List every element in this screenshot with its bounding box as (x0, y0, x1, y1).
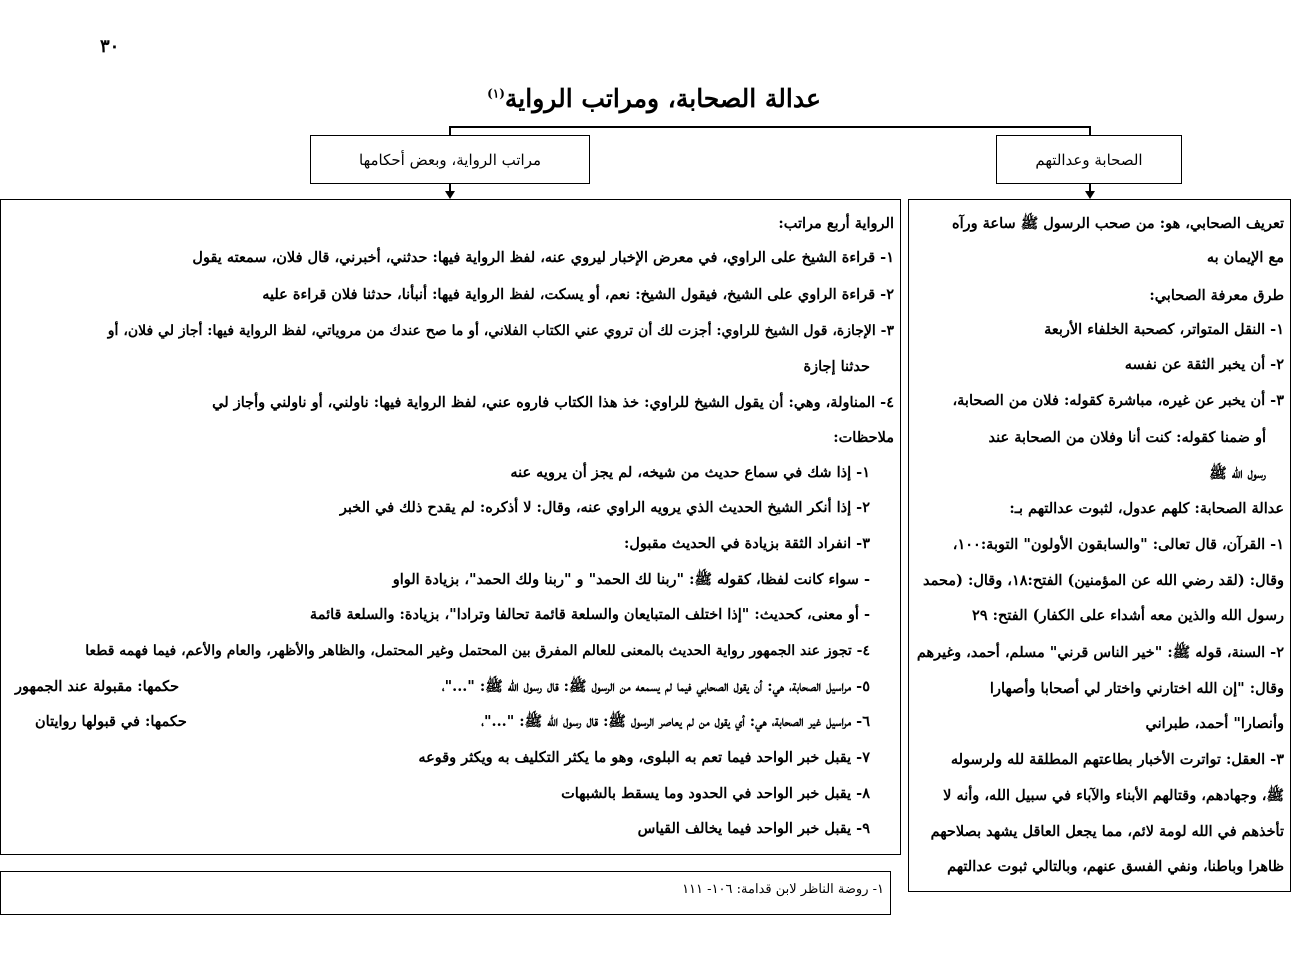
right-line: ﷺ، وجهادهم، وقتالهم الأبناء والآباء في سبيل الله، وأنه لا (943, 787, 1284, 804)
left-line: ٣- الإجازة، قول الشيخ للراوي: أجزت لك أن تروي عني الكتاب الفلاني، أو ما صح عندك من مروياتي، لفظ الرواية فيها: أجاز لي فلان، أو (107, 323, 894, 339)
right-line: مع الإيمان به (1206, 249, 1284, 266)
right-line: وقال: (لقد رضي الله عن المؤمنين) الفتح:١٨، وقال: (محمد (922, 572, 1284, 589)
sahaba-header-box: الصحابة وعدالتهم (996, 135, 1182, 184)
right-line: ٢- أن يخبر الثقة عن نفسه (1124, 356, 1284, 373)
left-line: حدثنا إجازة (803, 358, 870, 375)
title-connector-horizontal (449, 126, 1090, 128)
right-line: ٣- أن يخبر عن غيره، مباشرة كقوله: فلان من الصحابة، (952, 392, 1284, 409)
right-line: رسول الله والذين معه أشداء على الكفار) الفتح: ٢٩ (972, 607, 1284, 624)
narration-ranks-header-box: مراتب الرواية، وبعض أحكامها (310, 135, 590, 184)
footnote-text: ١- روضة الناظر لابن قدامة: ١٠٦- ١١١ (682, 882, 884, 897)
footnote-box (0, 871, 891, 915)
left-line: ٧- يقبل خبر الواحد فيما تعم به البلوى، وهو ما يكثر التكليف به ويكثر وقوعه (418, 749, 870, 766)
right-line: تأخذهم في الله لومة لائم، مما يجعل العاقل يشهد بصلاحهم (930, 823, 1284, 840)
right-line: رسول الله ﷺ (1209, 465, 1266, 482)
page-title-text: عدالة الصحابة، ومراتب الرواية (504, 84, 821, 113)
left-line: - أو معنى، كحديث: "إذا اختلف المتبايعان والسلعة قائمة تحالفا وترادا"، بزيادة: والسلعة قائمة (309, 606, 870, 623)
page-title (0, 84, 1308, 113)
right-line: تعريف الصحابي، هو: من صحب الرسول ﷺ ساعة ورآه (951, 215, 1284, 232)
left-line: ٣- انفراد الثقة بزيادة في الحديث مقبول: (623, 535, 870, 552)
right-line: ٢- السنة، قوله ﷺ: "خير الناس قرني" مسلم، أحمد، وغيرهم (916, 644, 1284, 661)
right-line: طرق معرفة الصحابي: (1149, 287, 1284, 304)
title-footnote-marker: (١) (487, 86, 505, 101)
left-line: الرواية أربع مراتب: (778, 215, 894, 232)
left-line: ٦- مراسيل غير الصحابة، هي: أي يقول من لم يعاصر الرسول ﷺ: قال رسول الله ﷺ: "..."، (481, 713, 870, 730)
right-line: وقال: "إن الله اختارني واختار لي أصحابا وأصهارا (989, 680, 1284, 697)
left-line: ٩- يقبل خبر الواحد فيما يخالف القياس (637, 820, 870, 837)
ruling-r6: حكمها: في قبولها روايتان (35, 713, 187, 730)
left-line: ١- إذا شك في سماع حديث من شيخه، لم يجز أن يرويه عنه (510, 464, 870, 481)
page-number: ٣٠ (100, 36, 120, 57)
left-arrow-icon (445, 191, 455, 199)
right-line: ٣- العقل: تواترت الأخبار بطاعتهم المطلقة لله ولرسوله (950, 751, 1284, 768)
left-line: ١- قراءة الشيخ على الراوي، في معرض الإخبار ليروي عنه، لفظ الرواية فيها: حدثني، أخبرني، قال فلان، سمعته يقول (192, 249, 894, 266)
right-arrow-icon (1085, 191, 1095, 199)
right-line: ١- النقل المتواتر، كصحبة الخلفاء الأربعة (1044, 321, 1284, 338)
left-line: ٥- مراسيل الصحابة، هي: أن يقول الصحابي فيما لم يسمعه من الرسول ﷺ: قال رسول الله ﷺ: "..."، (441, 678, 870, 695)
ruling-r5: حكمها: مقبولة عند الجمهور (15, 678, 180, 695)
left-line: ملاحظات: (833, 429, 894, 446)
left-line: - سواء كانت لفظا، كقوله ﷺ: "ربنا لك الحمد" و "ربنا ولك الحمد"، بزيادة الواو (392, 571, 870, 588)
left-line: ٤- تجوز عند الجمهور رواية الحديث بالمعنى للعالم المفرق بين المحتمل وغير المحتمل، والظاهر والأظهر، والعام والأعم، فيما فهمه قطعا (85, 643, 870, 659)
right-line: أو ضمنا كقوله: كنت أنا وفلان من الصحابة عند (988, 429, 1266, 446)
right-line: ظاهرا وباطنا، ونفي الفسق عنهم، وبالتالي ثبوت عدالتهم (947, 858, 1284, 875)
right-line: عدالة الصحابة: كلهم عدول، لثبوت عدالتهم بـ: (1009, 500, 1284, 517)
left-line: ٨- يقبل خبر الواحد في الحدود وما يسقط بالشبهات (561, 785, 870, 802)
left-line: ٢- إذا أنكر الشيخ الحديث الذي يرويه الراوي عنه، وقال: لا أذكره: لم يقدح ذلك في الخبر (339, 499, 870, 516)
right-line: وأنصارا" أحمد، طبراني (1145, 715, 1284, 732)
narration-ranks-panel (0, 199, 901, 855)
right-line: ١- القرآن، قال تعالى: "والسابقون الأولون" التوبة:١٠٠، (952, 536, 1284, 553)
left-line: ٢- قراءة الراوي على الشيخ، فيقول الشيخ: نعم، أو يسكت، لفظ الرواية فيها: أنبأنا، حدثنا فلان قراءة عليه (262, 286, 894, 303)
sahaba-panel (908, 199, 1291, 892)
left-line: ٤- المناولة، وهي: أن يقول الشيخ للراوي: خذ هذا الكتاب فاروه عني، لفظ الرواية فيها: ناولني، أو ناولني وأجاز لي (212, 394, 894, 411)
